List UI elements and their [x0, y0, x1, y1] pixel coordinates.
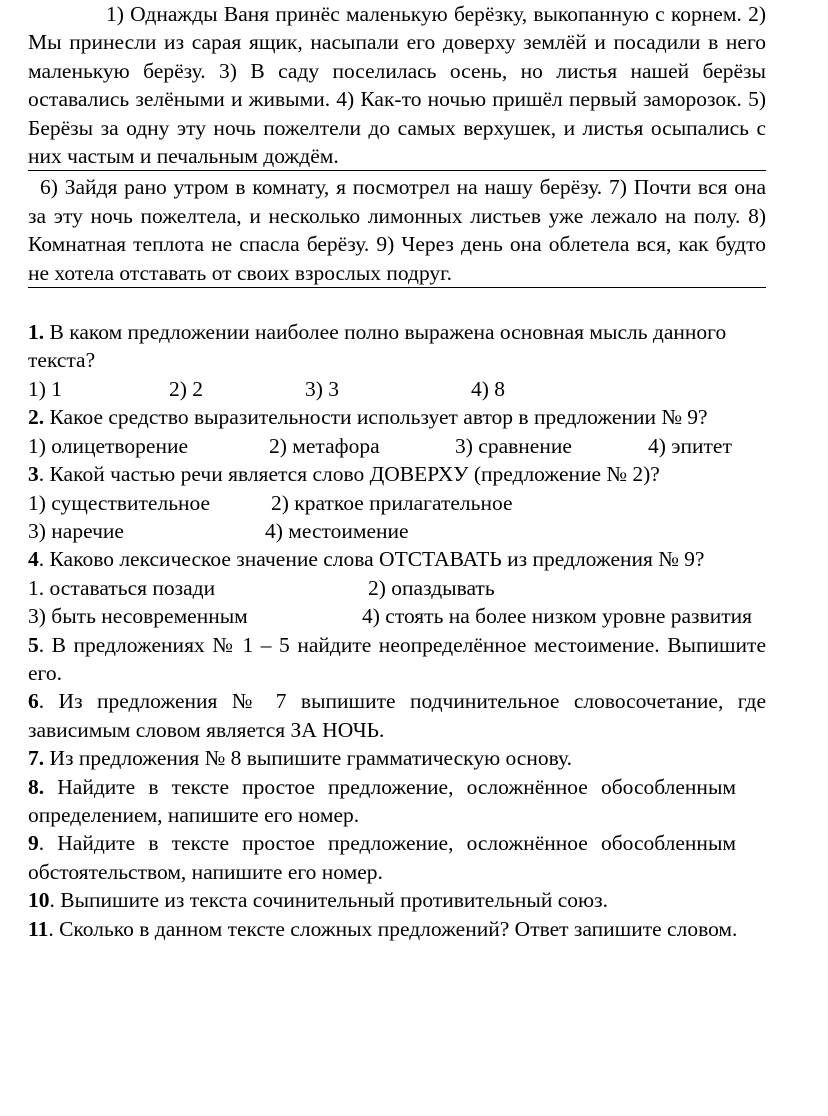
option: 3) 3 — [305, 376, 340, 401]
option: 4) 8 — [471, 376, 506, 401]
question-3-options-a — [28, 489, 766, 517]
question-4 — [28, 545, 766, 573]
question-5 — [28, 631, 766, 688]
question-3-options-b — [28, 517, 766, 545]
option: 3) быть несовременным — [28, 604, 248, 629]
option: 2) 2 — [169, 376, 204, 401]
option: 1) олицетворение — [28, 433, 189, 458]
question-text: Из предложения № 8 выпишите грамматическую основу. — [44, 746, 572, 771]
question-11 — [28, 915, 766, 943]
question-text: . Выпишите из текста сочинительный противительный союз. — [49, 888, 608, 913]
question-text: . Найдите в тексте простое предложение, осложнённое обособленным обстоятельством, напишите его номер. — [28, 831, 736, 884]
question-3 — [28, 460, 766, 488]
question-text: . Какой частью речи является слово ДОВЕРХУ (предложение № 2)? — [38, 462, 660, 487]
question-number: 10 — [28, 888, 50, 913]
option: 1. оставаться позади — [28, 575, 216, 600]
question-number: 8. — [28, 774, 45, 799]
question-number: 9 — [28, 831, 39, 856]
question-text: Какое средство выразительности использует автор в предложении № 9? — [44, 405, 708, 430]
spacer — [28, 288, 766, 318]
question-6 — [28, 687, 766, 744]
question-number: 6 — [28, 689, 39, 714]
question-text: Найдите в тексте простое предложение, осложнённое обособленным определением, напишите его номер. — [28, 774, 736, 827]
question-10 — [28, 886, 766, 914]
option: 1) 1 — [28, 376, 63, 401]
option: 2) метафора — [269, 433, 380, 458]
question-number: 5 — [28, 632, 39, 657]
question-8 — [28, 773, 766, 830]
question-number: 2. — [28, 405, 45, 430]
question-number: 11 — [28, 916, 49, 941]
question-text: В каком предложении наиболее полно выражена основная мысль данного текста? — [28, 320, 727, 373]
option: 4) эпитет — [648, 433, 732, 458]
question-text: . Из предложения № 7 выпишите подчинительное словосочетание, где зависимым словом является ЗА НОЧЬ. — [28, 689, 766, 742]
question-number: 1. — [28, 320, 45, 345]
option: 3) наречие — [28, 518, 124, 543]
option: 2) краткое прилагательное — [271, 490, 513, 515]
option: 1) существительное — [28, 490, 211, 515]
text-paragraph-1: 1) Однажды Ваня принёс маленькую берёзку, выкопанную с корнем. 2) Мы принесли из сарая ящик, насыпали его доверху землёй и посадили в него маленькую берёзу. 3) В саду поселилась осень, но листья нашей берёзы оставались зелёными и живыми. 4) Как-то ночью пришёл первый заморозок. 5) Берёзы за одну эту ночь пожелтели до самых верхушек, и листья осыпались с них частым и печальным дождём. — [28, 0, 766, 171]
question-2-options — [28, 432, 766, 460]
question-number: 7. — [28, 746, 45, 771]
question-9 — [28, 829, 766, 886]
question-text: . Сколько в данном тексте сложных предложений? Ответ запишите словом. — [48, 916, 738, 941]
question-text: . В предложениях № 1 – 5 найдите неопределённое местоимение. Выпишите его. — [28, 632, 766, 685]
option: 2) опаздывать — [368, 575, 495, 600]
question-number: 4 — [28, 547, 39, 572]
question-1 — [28, 318, 766, 375]
question-4-options-a — [28, 574, 766, 602]
question-4-options-b — [28, 602, 766, 630]
question-text: . Каково лексическое значение слова ОТСТАВАТЬ из предложения № 9? — [38, 547, 705, 572]
question-1-options — [28, 375, 766, 403]
option: 3) сравнение — [455, 433, 572, 458]
option: 4) местоимение — [265, 518, 409, 543]
question-2 — [28, 403, 766, 431]
option: 4) стоять на более низком уровне развития — [362, 604, 753, 629]
question-7 — [28, 744, 766, 772]
text-paragraph-2: 6) Зайдя рано утром в комнату, я посмотрел на нашу берёзу. 7) Почти вся она за эту ночь пожелтела, и несколько лимонных листьев уже лежало на полу. 8) Комнатная теплота не спасла берёзу. 9) Через день она облетела вся, как будто не хотела отставать от своих взрослых подруг. — [28, 173, 766, 288]
question-number: 3 — [28, 462, 39, 487]
